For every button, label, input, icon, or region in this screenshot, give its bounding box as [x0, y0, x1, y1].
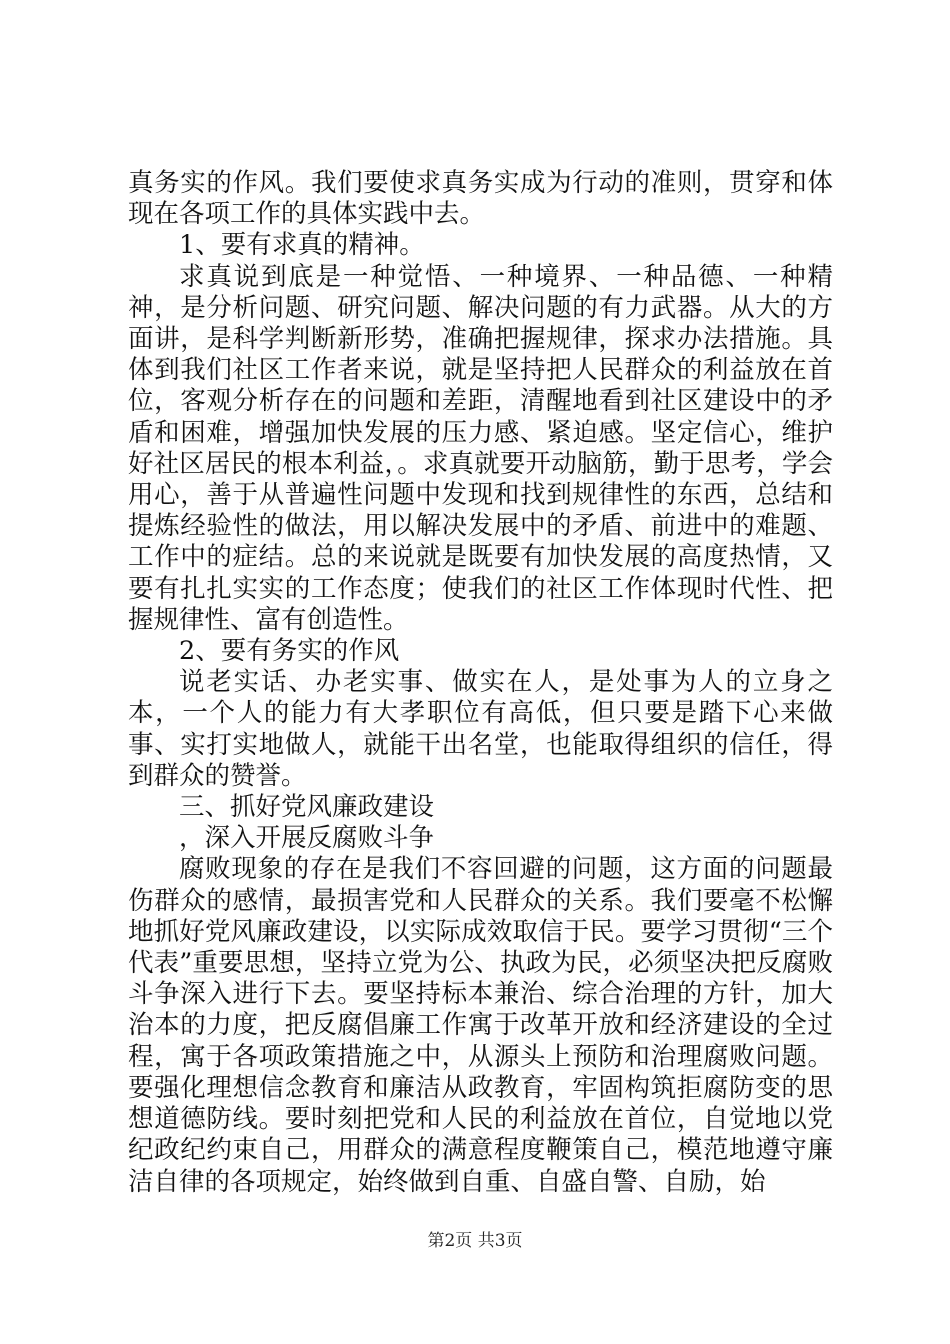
- body-paragraph: 求真说到底是一种觉悟、一种境界、一种品德、一种精神，是分析问题、研究问题、解决问题的有力武器。从大的方面讲，是科学判断新形势，准确把握规律，探求办法措施。具体到我们社区工作者来说，就是坚持把人民群众的利益放在首位，客观分析存在的问题和差距，清醒地看到社区建设中的矛盾和困难，增强加快发展的压力感、紧迫感。坚定信心，维护好社区居民的根本利益，。求真就要开动脑筋，勤于思考，学会用心，善于从普遍性问题中发现和找到规律性的东西，总结和提炼经验性的做法，用以解决发展中的矛盾、前进中的难题、工作中的症结。总的来说就是既要有加快发展的高度热情，又要有扎扎实实的工作态度；使我们的社区工作体现时代性、把握规律性、富有创造性。: [128, 261, 833, 635]
- document-body: [128, 168, 833, 1198]
- section-heading: 三、抓好党风廉政建设: [179, 792, 435, 823]
- section-heading: 1、要有求真的精神。: [179, 230, 425, 261]
- page-footer: 第2页 共3页: [427, 1231, 523, 1251]
- section-heading: 2、要有务实的作风: [179, 636, 400, 667]
- body-paragraph: 说老实话、办老实事、做实在人，是处事为人的立身之本，一个人的能力有大孝职位有高低，但只要是踏下心来做事、实打实地做人，就能干出名堂，也能取得组织的信任，得到群众的赞誉。: [128, 667, 833, 791]
- body-paragraph: 腐败现象的存在是我们不容回避的问题，这方面的问题最伤群众的感情，最损害党和人民群众的关系。我们要毫不松懈地抓好党风廉政建设，以实际成效取信于民。要学习贯彻“三个代表”重要思想，坚持立党为公、执政为民，必须坚决把反腐败斗争深入进行下去。要坚持标本兼治、综合治理的方针，加大治本的力度，把反腐倡廉工作寓于改革开放和经济建设的全过程，寓于各项政策措施之中，从源头上预防和治理腐败问题。要强化理想信念教育和廉洁从政教育，牢固构筑拒腐防变的思想道德防线。要时刻把党和人民的利益放在首位，自觉地以党纪政纪约束自己，用群众的满意程度鞭策自己，模范地遵守廉洁自律的各项规定，始终做到自重、自盛自警、自励，始: [128, 854, 833, 1197]
- body-paragraph: 真务实的作风。我们要使求真务实成为行动的准则，贯穿和体现在各项工作的具体实践中去。: [128, 168, 833, 230]
- section-heading: ，深入开展反腐败斗争: [179, 823, 435, 854]
